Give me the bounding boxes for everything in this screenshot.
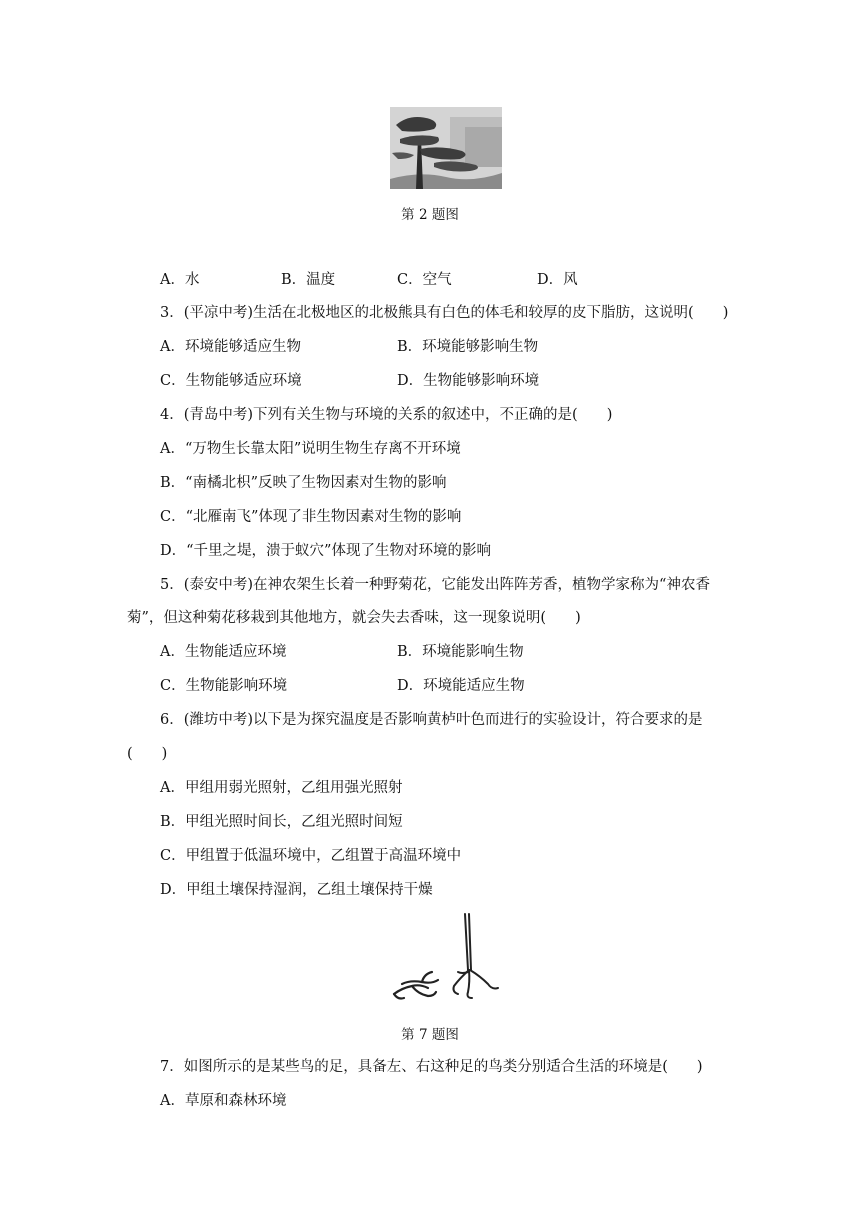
q2-option-c: C．空气 [397, 272, 452, 288]
left-bird-foot [394, 972, 438, 999]
pine-tree-image [390, 107, 502, 189]
q6-option-a: A．甲组用弱光照射，乙组用强光照射 [160, 780, 403, 796]
q5-option-b: B．环境能影响生物 [397, 644, 524, 660]
q3-option-a: A．环境能够适应生物 [160, 339, 301, 355]
q4-option-a: A．“万物生长靠太阳”说明生物生存离不开环境 [160, 441, 461, 457]
q2-option-b: B．温度 [281, 272, 336, 288]
q6-option-b: B．甲组光照时间长，乙组光照时间短 [160, 814, 403, 830]
q7-stem: 7．如图所示的是某些鸟的足，具备左、右这种足的鸟类分别适合生活的环境是( ) [160, 1059, 703, 1075]
q7-option-a: A．草原和森林环境 [160, 1093, 287, 1109]
q4-stem: 4．(青岛中考)下列有关生物与环境的关系的叙述中，不正确的是( ) [160, 407, 613, 423]
right-bird-foot [454, 914, 499, 998]
q3-option-b: B．环境能够影响生物 [397, 339, 539, 355]
q6-stem-line1: 6．(潍坊中考)以下是为探究温度是否影响黄栌叶色而进行的实验设计，符合要求的是 [160, 712, 703, 728]
q2-option-a: A．水 [160, 272, 200, 288]
q6-option-c: C．甲组置于低温环境中，乙组置于高温环境中 [160, 848, 462, 864]
q4-option-c: C．“北雁南飞”体现了非生物因素对生物的影响 [160, 509, 462, 525]
figure-7-caption: 第 7 题图 [401, 1027, 459, 1043]
q3-option-c: C．生物能够适应环境 [160, 373, 302, 389]
figure-2-caption: 第 2 题图 [401, 207, 459, 223]
bird-feet-image [388, 912, 506, 1006]
q3-stem: 3．(平凉中考)生活在北极地区的北极熊具有白色的体毛和较厚的皮下脂肪，这说明( ) [160, 305, 729, 321]
q5-option-d: D．环境能适应生物 [397, 678, 525, 694]
q2-option-d: D．风 [537, 272, 578, 288]
q4-option-d: D．“千里之堤，溃于蚁穴”体现了生物对环境的影响 [160, 543, 491, 559]
q6-option-d: D．甲组土壤保持湿润，乙组土壤保持干燥 [160, 882, 433, 898]
q5-stem-line1: 5．(泰安中考)在神农架生长着一种野菊花，它能发出阵阵芳香，植物学家称为“神农香 [160, 577, 710, 593]
q5-option-a: A．生物能适应环境 [160, 644, 287, 660]
q4-option-b: B．“南橘北枳”反映了生物因素对生物的影响 [160, 475, 447, 491]
q6-stem-line2: ( ) [127, 746, 168, 762]
q5-option-c: C．生物能影响环境 [160, 678, 288, 694]
q3-option-d: D．生物能够影响环境 [397, 373, 540, 389]
q5-stem-line2: 菊”，但这种菊花移栽到其他地方，就会失去香味，这一现象说明( ) [127, 610, 581, 626]
